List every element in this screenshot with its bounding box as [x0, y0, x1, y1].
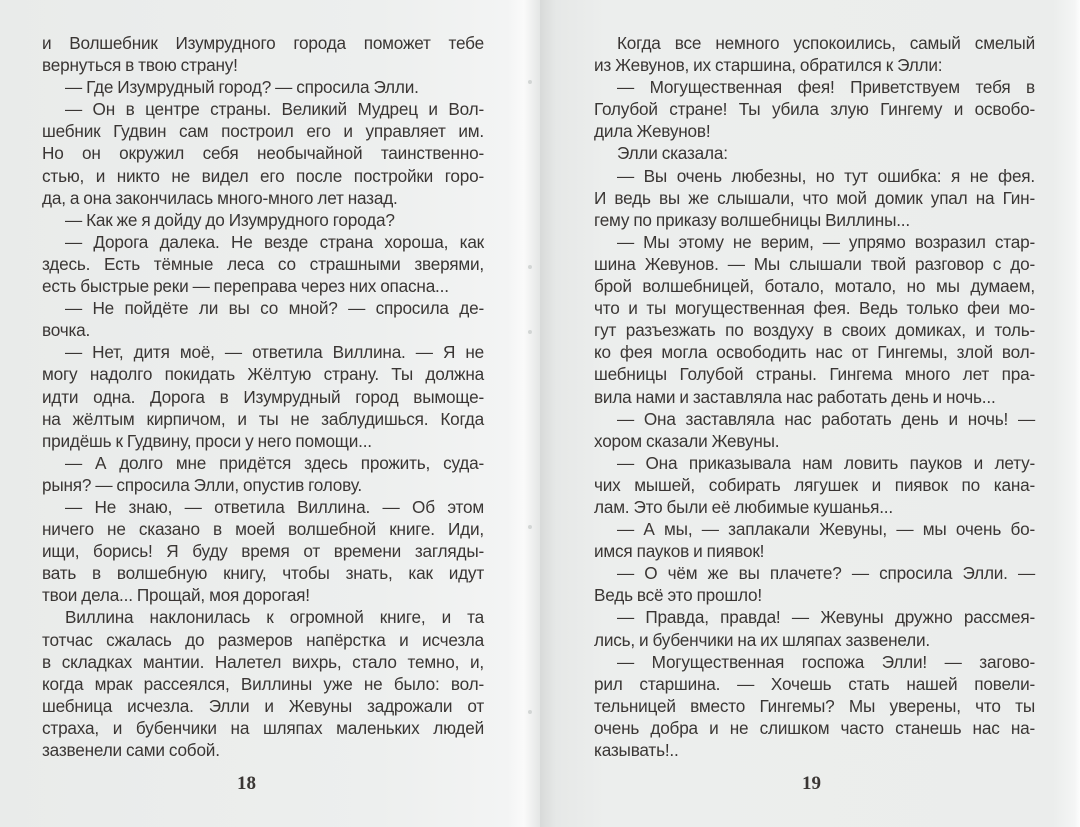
binding-staple-mark	[528, 330, 532, 334]
text-line: — Дорога далека. Не везде страна хороша, как	[65, 231, 484, 252]
text-line: шебник Гудвин сам построил его и управляет им.	[42, 121, 484, 142]
text-line: вочка.	[42, 320, 91, 341]
text-line: да, а она закончилась много-много лет назад.	[42, 187, 398, 208]
text-line: хором сказали Жевуны.	[594, 430, 780, 451]
text-line: ничего не сказано в моей волшебной книге. Иди,	[42, 519, 484, 540]
text-line: — Мы этому не верим, — упрямо возразил стар-	[617, 231, 1035, 252]
text-line: тотчас сжалась до размеров напёрстка и исчезла	[42, 629, 484, 650]
page-number-left: 18	[237, 773, 256, 794]
text-line: гему по приказу волшебницы Виллины...	[594, 209, 910, 230]
text-line: казывать!..	[594, 740, 679, 760]
text-line: — Она заставляла нас работать день и ночь! —	[617, 408, 1035, 429]
text-line: вать в волшебную книгу, чтобы знать, как идут	[42, 563, 484, 584]
text-line: тельницей вместо Гингемы? Мы уверены, что ты	[594, 695, 1035, 716]
text-line: рыня? — спросила Элли, опустив голову.	[42, 474, 362, 495]
text-line: — Где Изумрудный город? — спросила Элли.	[65, 77, 419, 98]
text-line: — О чём же вы плачете? — спросила Элли. —	[617, 563, 1035, 584]
text-line: Ведь всё это прошло!	[594, 585, 762, 606]
text-line: — Не пойдёте ли вы со мной? — спросила де-	[65, 298, 484, 319]
text-line: когда мрак рассеялся, Виллины уже не было: вол-	[42, 673, 484, 694]
text-line: — Не знаю, — ответила Виллина. — Об этом	[65, 496, 484, 517]
text-line: — Правда, правда! — Жевуны дружно рассмея-	[617, 607, 1035, 628]
text-line: брой волшебницей, ботало, мотало, но мы думаем,	[594, 276, 1035, 297]
binding-staple-mark	[528, 525, 532, 529]
text-line: стью, и никто не видел его после постройки горо-	[42, 165, 484, 186]
text-line: дила Жевунов!	[594, 121, 711, 142]
text-line: идти одна. Дорога в Изумрудный город вымоще-	[42, 386, 484, 407]
text-line: шина Жевунов. — Мы слышали твой разговор с до-	[594, 253, 1035, 274]
text-line: — Могущественная фея! Приветствуем тебя в	[617, 77, 1035, 98]
text-line: — Вы очень любезны, но тут ошибка: я не фея.	[617, 165, 1035, 186]
text-line: ко фея могла освободить нас от Гингемы, злой вол-	[594, 342, 1035, 363]
binding-staple-mark	[528, 710, 532, 714]
text-line: из Жевунов, их старшина, обратился к Элли:	[594, 55, 943, 76]
left-page-text	[42, 32, 484, 761]
text-line: Элли сказала:	[617, 143, 728, 164]
text-line: вила нами и заставляла нас работать день и ночь...	[594, 386, 996, 407]
text-line: очень добра и не слишком часто станешь нас на-	[594, 717, 1035, 738]
text-line: в складках мантии. Налетел вихрь, стало темно, и,	[42, 651, 484, 672]
text-line: чих мышей, собирать лягушек и пиявок по кана-	[594, 474, 1035, 495]
binding-staple-mark	[528, 265, 532, 269]
text-line: шебницы Голубой страны. Гингема много лет пра-	[594, 364, 1035, 385]
text-line: — Она приказывала нам ловить пауков и лету-	[617, 452, 1035, 473]
page-number-right: 19	[802, 773, 821, 794]
text-line: имся пауков и пиявок!	[594, 541, 765, 562]
text-line: что и ты могущественная фея. Ведь только феи мо-	[594, 298, 1035, 319]
text-line: — Нет, дитя моё, — ответила Виллина. — Я не	[65, 342, 484, 363]
text-line: лам. Это были её любимые кушанья...	[594, 496, 893, 517]
text-line: Но он окружил себя необычайной таинственно-	[42, 143, 484, 164]
text-line: И ведь вы же слышали, что мой домик упал на Гин-	[594, 187, 1035, 208]
text-line: гут разъезжать по воздуху в своих домиках, и толь-	[594, 320, 1035, 341]
text-line: — А мы, — заплакали Жевуны, — мы очень бо-	[617, 519, 1035, 540]
text-line: — Он в центре страны. Великий Мудрец и Вол-	[65, 99, 484, 120]
text-line: ищи, борись! Я буду время от времени загляды-	[42, 541, 484, 562]
text-line: — Могущественная госпожа Элли! — загово-	[617, 651, 1035, 672]
text-line: здесь. Есть тёмные леса со страшными зверями,	[42, 253, 484, 274]
text-line: Когда все немного успокоились, самый смелый	[617, 33, 1035, 53]
binding-staple-mark	[528, 80, 532, 84]
text-line: вернуться в твою страну!	[42, 55, 238, 76]
right-page-text	[594, 32, 1035, 761]
text-line: есть быстрые реки — переправа через них опасна...	[42, 276, 449, 297]
text-line: — А долго мне придётся здесь прожить, суда-	[65, 452, 484, 473]
text-line: рил старшина. — Хочешь стать нашей повели-	[594, 673, 1035, 694]
text-line: Виллина наклонилась к огромной книге, и та	[65, 607, 484, 628]
text-line: страха, и бубенчики на шляпах маленьких людей	[42, 717, 484, 738]
text-line: шебница исчезла. Элли и Жевуны задрожали от	[42, 695, 484, 716]
text-line: лись, и бубенчики на их шляпах зазвенели.	[594, 629, 930, 650]
text-line: придёшь к Гудвину, проси у него помощи...	[42, 430, 372, 451]
text-line: твои дела... Прощай, моя дорогая!	[42, 585, 310, 606]
text-line: зазвенели сами собой.	[42, 740, 220, 760]
text-line: Голубой стране! Ты убила злую Гингему и освобо-	[594, 99, 1035, 120]
right-page	[540, 0, 1080, 827]
text-line: — Как же я дойду до Изумрудного города?	[65, 209, 395, 230]
text-line: и Волшебник Изумрудного города поможет тебе	[42, 33, 484, 53]
text-line: на жёлтым кирпичом, и ты не заблудишься. Когда	[42, 408, 484, 429]
text-line: могу надолго покидать Жёлтую страну. Ты должна	[42, 364, 484, 385]
